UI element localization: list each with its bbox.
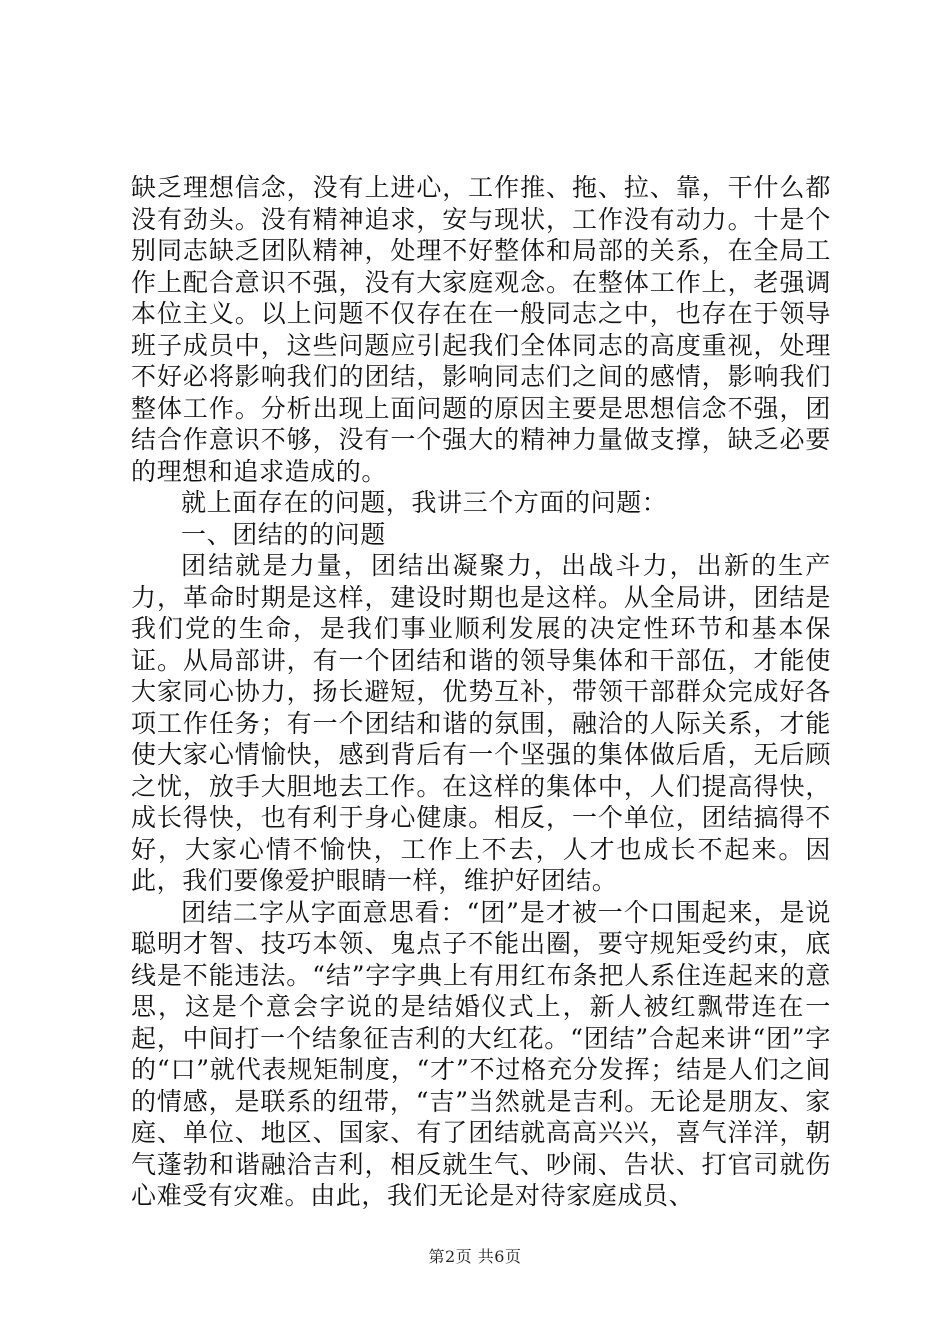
paragraph-4: 团结二字从字面意思看：“团”是才被一个口围起来，是说聪明才智、技巧本领、鬼点子不能出圈，要守规矩受约束，底线是不能违法。“结”字字典上有用红布条把人系住连起来的意思，这是个意会字说的是结婚仪式上，新人被红飘带连在一起，中间打一个结象征吉利的大红花。“团结”合起来讲“团”字的“口”就代表规矩制度，“才”不过格充分发挥；结是人们之间的情感，是联系的纽带，“吉”当然就是吉利。无论是朋友、家庭、单位、地区、国家、有了团结就高高兴兴，喜气洋洋，朝气蓬勃和谐融洽吉利，相反就生气、吵闹、告状、打官司就伤心难受有灾难。由此，我们无论是对待家庭成员、 (131, 897, 831, 1210)
page-footer: 第2页 共6页 (428, 1247, 522, 1266)
paragraph-2: 就上面存在的问题，我讲三个方面的问题： (181, 488, 668, 517)
paragraph-1: 缺乏理想信念，没有上进心，工作推、拖、拉、靠，干什么都没有劲头。没有精神追求，安与现状，工作没有动力。十是个别同志缺乏团队精神，处理不好整体和局部的关系，在全局工作上配合意识不强，没有大家庭观念。在整体工作上，老强调本位主义。以上问题不仅存在在一般同志之中，也存在于领导班子成员中，这些问题应引起我们全体同志的高度重视，处理不好必将影响我们的团结，影响同志们之间的感情，影响我们整体工作。分析出现上面问题的原因主要是思想信念不强，团结合作意识不够，没有一个强大的精神力量做支撑，缺乏必要的理想和追求造成的。 (131, 173, 831, 486)
section-heading-1: 一、团结的的问题 (181, 519, 386, 549)
paragraph-3: 团结就是力量，团结出凝聚力，出战斗力，出新的生产力，革命时期是这样，建设时期也是这样。从全局讲，团结是我们党的生命，是我们事业顺利发展的决定性环节和基本保证。从局部讲，有一个团结和谐的领导集体和干部伍，才能使大家同心协力，扬长避短，优势互补，带领干部群众完成好各项工作任务；有一个团结和谐的氛围，融洽的人际关系，才能使大家心情愉快，感到背后有一个坚强的集体做后盾，无后顾之忧，放手大胆地去工作。在这样的集体中，人们提高得快，成长得快，也有利于身心健康。相反，一个单位，团结搞得不好，大家心情不愉快，工作上不去，人才也成长不起来。因此，我们要像爱护眼睛一样，维护好团结。 (131, 551, 831, 895)
document-body (131, 172, 831, 1212)
